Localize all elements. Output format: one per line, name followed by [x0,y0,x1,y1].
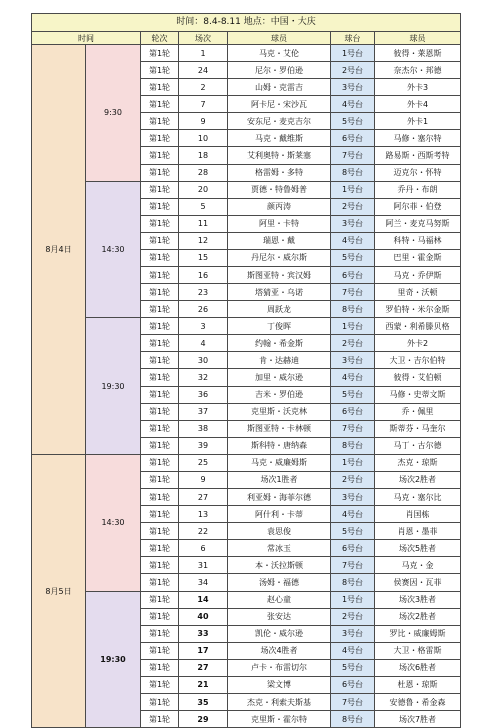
round-cell: 第1轮 [141,318,179,335]
round-cell: 第1轮 [141,130,179,147]
date-cell: 8月5日 [32,454,86,727]
round-cell: 第1轮 [141,540,179,557]
player-1-cell: 克里斯・霍尔特 [228,711,331,728]
player-2-cell: 马修・塞尔特 [375,130,461,147]
match-cell: 7 [179,96,228,113]
time-cell: 19:30 [86,318,141,455]
match-cell: 23 [179,284,228,301]
round-cell: 第1轮 [141,164,179,181]
table-number-cell: 2号台 [331,335,375,352]
player-2-cell: 杜恩・琼斯 [375,676,461,693]
match-cell: 28 [179,164,228,181]
player-2-cell: 场次7胜者 [375,711,461,728]
player-2-cell: 马修・史蒂文斯 [375,386,461,403]
player-1-cell: 阿卡尼・宋沙瓦 [228,96,331,113]
table-number-cell: 2号台 [331,198,375,215]
player-2-cell: 侯赛因・瓦菲 [375,574,461,591]
match-cell: 27 [179,489,228,506]
round-cell: 第1轮 [141,471,179,488]
table-number-cell: 4号台 [331,232,375,249]
match-cell: 34 [179,574,228,591]
player-1-cell: 吉米・罗伯逊 [228,386,331,403]
player-1-cell: 场次1胜者 [228,471,331,488]
round-cell: 第1轮 [141,301,179,318]
header-match: 场次 [179,32,228,45]
round-cell: 第1轮 [141,352,179,369]
table-number-cell: 1号台 [331,591,375,608]
round-cell: 第1轮 [141,147,179,164]
player-2-cell: 大卫・吉尔伯特 [375,352,461,369]
round-cell: 第1轮 [141,420,179,437]
table-number-cell: 8号台 [331,574,375,591]
player-2-cell: 外卡1 [375,113,461,130]
player-2-cell: 科特・马福林 [375,232,461,249]
player-2-cell: 巴里・霍金斯 [375,249,461,266]
header-player-2: 球员 [375,32,461,45]
player-2-cell: 外卡3 [375,79,461,96]
table-row [32,318,461,335]
table-number-cell: 8号台 [331,437,375,454]
match-cell: 5 [179,198,228,215]
player-2-cell: 肖国栋 [375,506,461,523]
player-2-cell: 斯蒂芬・马奎尔 [375,420,461,437]
match-cell: 30 [179,352,228,369]
time-cell: 19:30 [86,591,141,728]
match-cell: 38 [179,420,228,437]
match-cell: 20 [179,181,228,198]
table-number-cell: 7号台 [331,147,375,164]
match-cell: 36 [179,386,228,403]
table-number-cell: 7号台 [331,420,375,437]
header-round: 轮次 [141,32,179,45]
player-1-cell: 斯科特・唐纳森 [228,437,331,454]
match-cell: 15 [179,249,228,266]
table-row [32,454,461,471]
player-1-cell: 场次4胜者 [228,642,331,659]
player-1-cell: 马克・艾伦 [228,45,331,62]
player-2-cell: 奈杰尔・邦德 [375,62,461,79]
player-2-cell: 外卡2 [375,335,461,352]
player-2-cell: 阿尔菲・伯登 [375,198,461,215]
match-cell: 37 [179,403,228,420]
table-number-cell: 5号台 [331,113,375,130]
match-cell: 3 [179,318,228,335]
round-cell: 第1轮 [141,369,179,386]
player-2-cell: 场次2胜者 [375,471,461,488]
schedule-table [31,13,461,728]
player-2-cell: 场次3胜者 [375,591,461,608]
player-2-cell: 里奇・沃顿 [375,284,461,301]
round-cell: 第1轮 [141,62,179,79]
player-1-cell: 阿什利・卡蒂 [228,506,331,523]
table-number-cell: 3号台 [331,352,375,369]
player-2-cell: 阿兰・麦克马努斯 [375,215,461,232]
player-1-cell: 加里・威尔逊 [228,369,331,386]
match-cell: 9 [179,471,228,488]
match-cell: 4 [179,335,228,352]
player-1-cell: 格雷姆・多特 [228,164,331,181]
player-1-cell: 马克・戴维斯 [228,130,331,147]
player-2-cell: 马丁・古尔德 [375,437,461,454]
table-number-cell: 4号台 [331,96,375,113]
table-number-cell: 6号台 [331,267,375,284]
round-cell: 第1轮 [141,711,179,728]
round-cell: 第1轮 [141,437,179,454]
player-2-cell: 罗比・威廉姆斯 [375,625,461,642]
player-1-cell: 艾利奥特・斯莱塞 [228,147,331,164]
table-number-cell: 5号台 [331,249,375,266]
player-2-cell: 马克・乔伊斯 [375,267,461,284]
table-number-cell: 8号台 [331,301,375,318]
round-cell: 第1轮 [141,659,179,676]
round-cell: 第1轮 [141,454,179,471]
player-2-cell: 路易斯・西斯考特 [375,147,461,164]
match-cell: 1 [179,45,228,62]
round-cell: 第1轮 [141,642,179,659]
round-cell: 第1轮 [141,96,179,113]
player-2-cell: 肖恩・墨菲 [375,523,461,540]
round-cell: 第1轮 [141,249,179,266]
time-cell: 14:30 [86,454,141,591]
time-cell: 9:30 [86,45,141,182]
player-1-cell: 本・沃拉斯顿 [228,557,331,574]
table-row [32,181,461,198]
table-number-cell: 5号台 [331,659,375,676]
round-cell: 第1轮 [141,45,179,62]
table-number-cell: 4号台 [331,369,375,386]
schedule-title: 时间：8.4-8.11 地点：中国・大庆 [32,14,461,32]
match-cell: 10 [179,130,228,147]
round-cell: 第1轮 [141,215,179,232]
player-1-cell: 肯・达赫迪 [228,352,331,369]
table-number-cell: 8号台 [331,711,375,728]
player-1-cell: 尼尔・罗伯逊 [228,62,331,79]
player-1-cell: 贾德・特鲁姆普 [228,181,331,198]
round-cell: 第1轮 [141,267,179,284]
round-cell: 第1轮 [141,79,179,96]
match-cell: 26 [179,301,228,318]
player-1-cell: 梁文博 [228,676,331,693]
table-number-cell: 6号台 [331,540,375,557]
table-number-cell: 6号台 [331,403,375,420]
table-number-cell: 7号台 [331,557,375,574]
player-1-cell: 安东尼・麦克吉尔 [228,113,331,130]
table-number-cell: 7号台 [331,284,375,301]
player-2-cell: 乔丹・布朗 [375,181,461,198]
round-cell: 第1轮 [141,386,179,403]
player-1-cell: 塔猜亚・乌诺 [228,284,331,301]
player-1-cell: 斯图亚特・宾汉姆 [228,267,331,284]
header-time: 时间 [32,32,141,45]
table-number-cell: 2号台 [331,608,375,625]
table-number-cell: 8号台 [331,164,375,181]
player-1-cell: 马克・威廉姆斯 [228,454,331,471]
round-cell: 第1轮 [141,232,179,249]
round-cell: 第1轮 [141,181,179,198]
player-1-cell: 山姆・克雷吉 [228,79,331,96]
round-cell: 第1轮 [141,403,179,420]
player-2-cell: 场次5胜者 [375,540,461,557]
match-cell: 16 [179,267,228,284]
table-number-cell: 1号台 [331,45,375,62]
table-number-cell: 1号台 [331,181,375,198]
player-1-cell: 张安达 [228,608,331,625]
match-cell: 22 [179,523,228,540]
player-2-cell: 杰克・琼斯 [375,454,461,471]
player-1-cell: 卢卡・布雷切尔 [228,659,331,676]
table-number-cell: 2号台 [331,62,375,79]
match-cell: 39 [179,437,228,454]
match-cell: 11 [179,215,228,232]
player-2-cell: 场次2胜者 [375,608,461,625]
match-cell: 40 [179,608,228,625]
player-2-cell: 场次6胜者 [375,659,461,676]
match-cell: 33 [179,625,228,642]
player-1-cell: 赵心童 [228,591,331,608]
table-number-cell: 6号台 [331,130,375,147]
match-cell: 6 [179,540,228,557]
player-1-cell: 颜丙涛 [228,198,331,215]
table-number-cell: 4号台 [331,506,375,523]
match-cell: 14 [179,591,228,608]
player-1-cell: 凯伦・威尔逊 [228,625,331,642]
match-cell: 2 [179,79,228,96]
table-number-cell: 2号台 [331,471,375,488]
time-cell: 14:30 [86,181,141,318]
player-1-cell: 克里斯・沃克林 [228,403,331,420]
header-table: 球台 [331,32,375,45]
header-player: 球员 [228,32,331,45]
player-2-cell: 马克・金 [375,557,461,574]
round-cell: 第1轮 [141,557,179,574]
round-cell: 第1轮 [141,198,179,215]
match-cell: 32 [179,369,228,386]
player-1-cell: 丹尼尔・威尔斯 [228,249,331,266]
table-number-cell: 3号台 [331,489,375,506]
round-cell: 第1轮 [141,489,179,506]
table-number-cell: 3号台 [331,79,375,96]
round-cell: 第1轮 [141,608,179,625]
match-cell: 9 [179,113,228,130]
table-row [32,45,461,62]
table-number-cell: 5号台 [331,386,375,403]
player-2-cell: 彼得・艾伯顿 [375,369,461,386]
table-number-cell: 1号台 [331,318,375,335]
player-2-cell: 安德鲁・希金森 [375,693,461,710]
player-1-cell: 利亚姆・海菲尔德 [228,489,331,506]
player-2-cell: 马克・塞尔比 [375,489,461,506]
player-2-cell: 乔・佩里 [375,403,461,420]
player-1-cell: 斯图亚特・卡林顿 [228,420,331,437]
player-2-cell: 大卫・格雷斯 [375,642,461,659]
player-1-cell: 丁俊晖 [228,318,331,335]
table-number-cell: 1号台 [331,454,375,471]
round-cell: 第1轮 [141,676,179,693]
player-1-cell: 袁思俊 [228,523,331,540]
match-cell: 17 [179,642,228,659]
round-cell: 第1轮 [141,574,179,591]
table-number-cell: 3号台 [331,215,375,232]
table-row [32,591,461,608]
match-cell: 25 [179,454,228,471]
table-number-cell: 4号台 [331,642,375,659]
match-cell: 18 [179,147,228,164]
match-cell: 35 [179,693,228,710]
table-number-cell: 3号台 [331,625,375,642]
player-2-cell: 外卡4 [375,96,461,113]
player-1-cell: 瑞恩・戴 [228,232,331,249]
match-cell: 24 [179,62,228,79]
player-1-cell: 常冰玉 [228,540,331,557]
player-1-cell: 杰克・利索夫斯基 [228,693,331,710]
table-number-cell: 6号台 [331,676,375,693]
round-cell: 第1轮 [141,284,179,301]
date-cell: 8月4日 [32,45,86,455]
match-cell: 13 [179,506,228,523]
player-1-cell: 阿里・卡特 [228,215,331,232]
match-cell: 21 [179,676,228,693]
round-cell: 第1轮 [141,591,179,608]
table-number-cell: 7号台 [331,693,375,710]
match-cell: 29 [179,711,228,728]
round-cell: 第1轮 [141,506,179,523]
round-cell: 第1轮 [141,335,179,352]
player-2-cell: 迈克尔・怀特 [375,164,461,181]
player-2-cell: 西蒙・利希滕贝格 [375,318,461,335]
player-1-cell: 约翰・希金斯 [228,335,331,352]
player-2-cell: 罗伯特・米尔金斯 [375,301,461,318]
round-cell: 第1轮 [141,693,179,710]
match-cell: 27 [179,659,228,676]
table-number-cell: 5号台 [331,523,375,540]
player-1-cell: 周跃龙 [228,301,331,318]
round-cell: 第1轮 [141,625,179,642]
match-cell: 12 [179,232,228,249]
match-cell: 31 [179,557,228,574]
player-1-cell: 汤姆・福德 [228,574,331,591]
player-2-cell: 彼得・莱恩斯 [375,45,461,62]
round-cell: 第1轮 [141,113,179,130]
round-cell: 第1轮 [141,523,179,540]
